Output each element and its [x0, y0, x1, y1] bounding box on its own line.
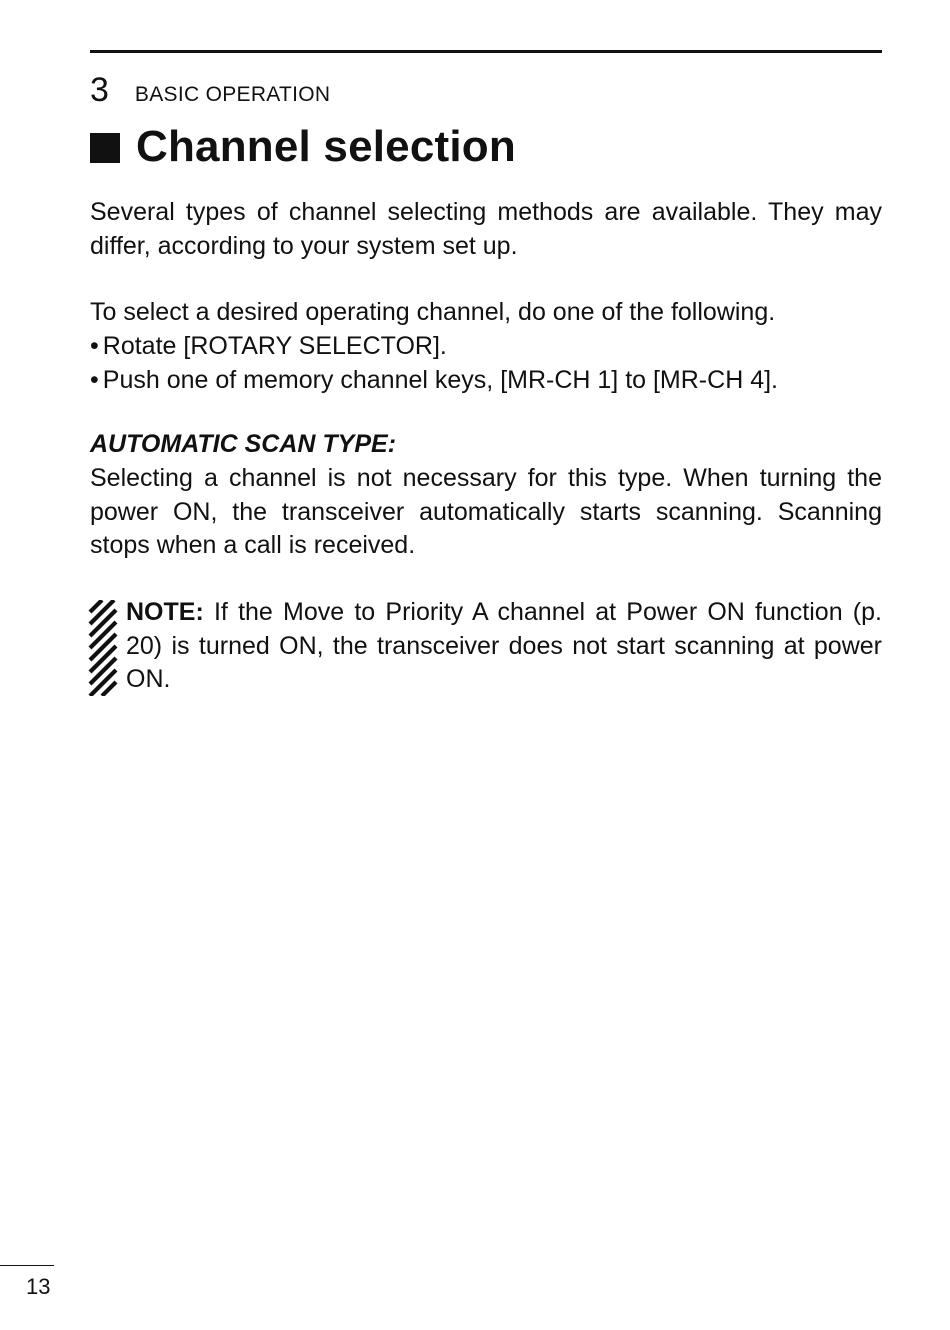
- section-title: [90, 118, 516, 176]
- chapter-number: 3: [90, 71, 109, 109]
- chapter-header: [90, 70, 330, 110]
- automatic-scan-heading: AUTOMATIC SCAN TYPE:: [90, 430, 397, 458]
- bullet-mark: •: [90, 332, 99, 360]
- list-item: [90, 330, 882, 364]
- note-paragraph: [126, 596, 882, 697]
- automatic-scan-paragraph: Selecting a channel is not necessary for this type. When turning the power ON, the transceiver automatically starts scanning. Scanning stops when a call is received.: [90, 464, 882, 559]
- black-square-icon: [90, 133, 120, 163]
- page-number-rule: [0, 1265, 54, 1266]
- top-rule: [90, 50, 882, 53]
- note-text: If the Move to Priority A channel at Power ON function (p. 20) is turned ON, the transceiver does not start scanning at power ON.: [126, 598, 882, 693]
- note-hatch-icon: [88, 600, 118, 696]
- chapter-title: BASIC OPERATION: [134, 83, 331, 106]
- bullet-list: [90, 330, 882, 397]
- page-number: 13: [26, 1274, 51, 1299]
- bullet-text: Rotate [ROTARY SELECTOR].: [102, 332, 447, 360]
- instruction-paragraph: To select a desired operating channel, do one of the following.: [90, 298, 776, 326]
- section-title-text: Channel selection: [136, 122, 516, 171]
- bullet-text: Push one of memory channel keys, [MR-CH 1] to [MR-CH 4].: [102, 365, 778, 394]
- intro-paragraph: Several types of channel selecting methods are available. They may differ, according to your system set up.: [90, 198, 882, 260]
- list-item: [90, 364, 882, 398]
- bullet-mark: •: [90, 365, 99, 394]
- note-label: NOTE:: [126, 598, 204, 626]
